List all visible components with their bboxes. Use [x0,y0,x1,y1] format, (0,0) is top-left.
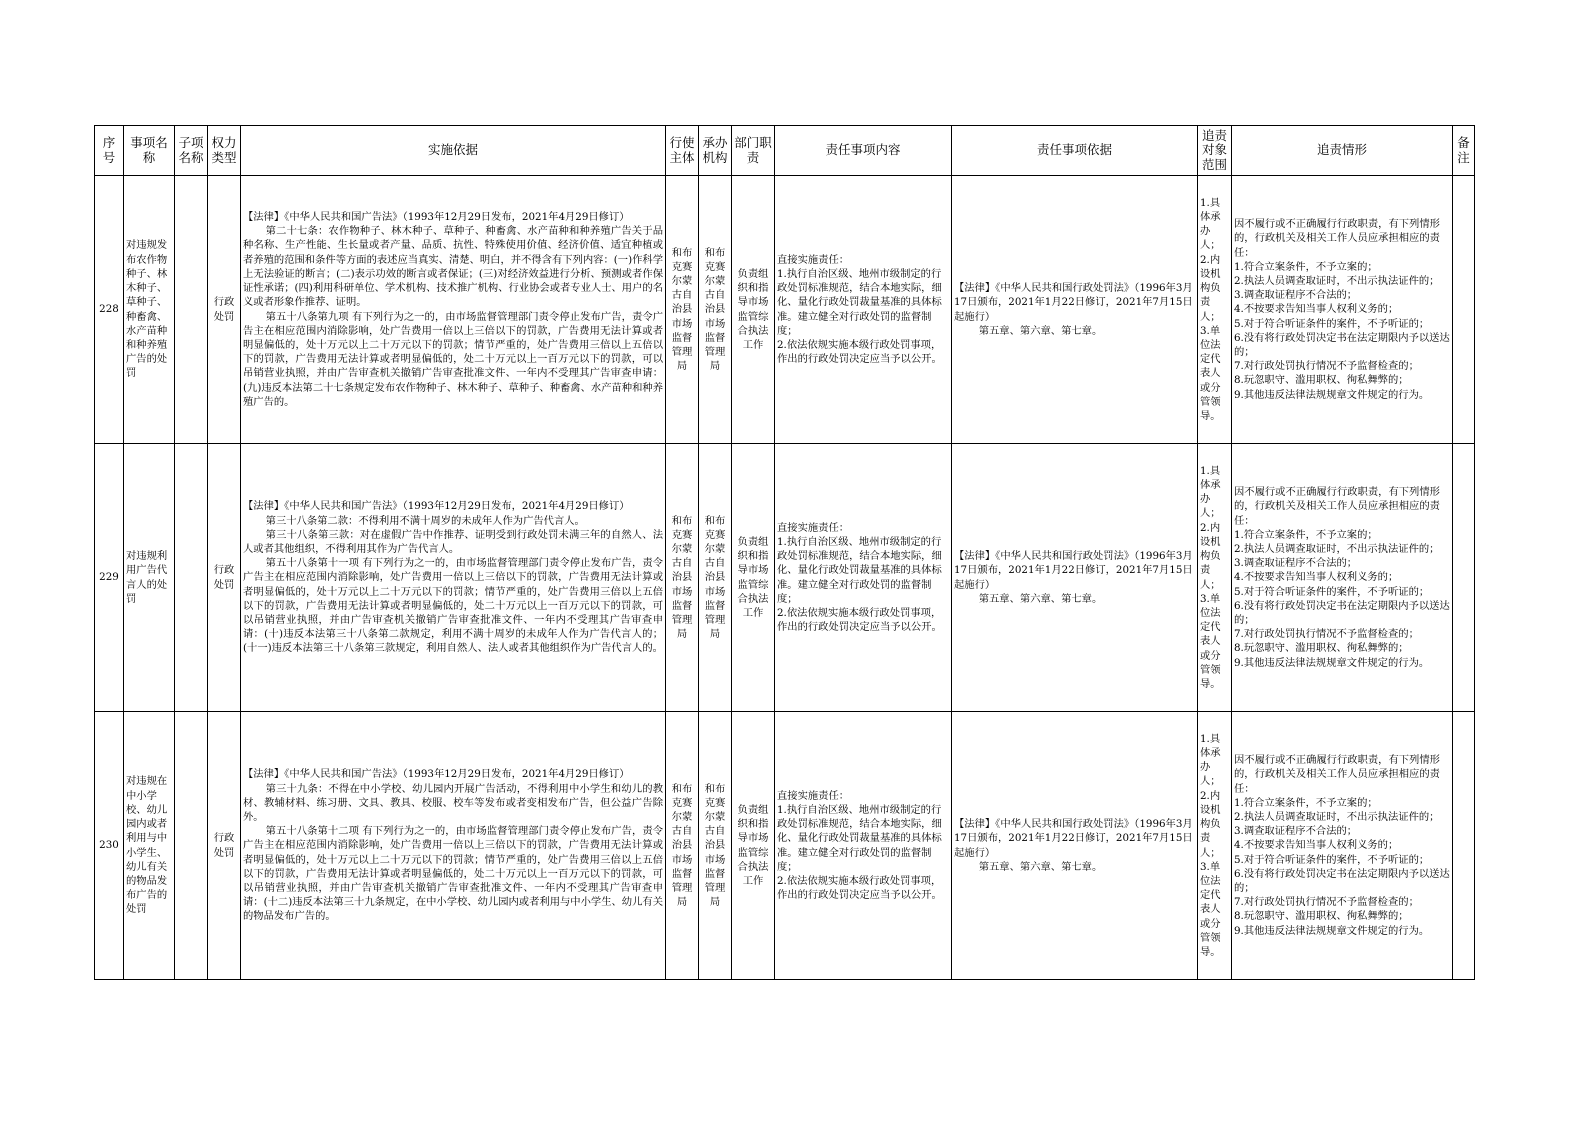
row-item-name: 对违规在中小学校、幼儿园内或者利用与中小学生、幼儿有关的物品发布广告的处罚 [124,712,175,980]
resp-line: 直接实施责任： [777,253,850,266]
header-basis: 实施依据 [241,126,666,176]
acc-line: 因不履行或不正确履行行政职责，有下列情形的，行政机关及相关工作人员应承担相应的责任： [1234,218,1440,259]
acc-line: 4.不按要求告知当事人权利义务的； [1234,839,1399,852]
header-item-name: 事项名称 [124,126,175,176]
row-basis [241,444,666,712]
basis-paragraph: 第三十八条第二款：不得利用不满十周岁的未成年人作为广告代言人。 [265,514,585,527]
acc-line: 5.对于符合听证条件的案件，不予听证的； [1234,585,1430,598]
acc-line: 1.符合立案条件，不予立案的； [1234,528,1378,541]
acc-line: 5.对于符合听证条件的案件，不予听证的； [1234,317,1430,330]
acc-line: 4.不按要求告知当事人权利义务的； [1234,571,1399,584]
resp-basis-line: 第五章、第六章、第七章。 [978,324,1103,337]
acc-line: 8.玩忽职守、滥用职权、徇私舞弊的； [1234,910,1409,923]
header-dept: 承办机构 [699,126,732,176]
acc-line: 2.执法人员调查取证时，不出示执法证件的； [1234,542,1440,555]
resp-line: 1.执行自治区级、地州市级制定的行政处罚标准规范，结合本地实际，细化、量化行政处罚裁量基准的具体标准。建立健全对行政处罚的监督制度； [777,267,942,337]
header-seq: 序号 [95,126,124,176]
acc-line: 7.对行政处罚执行情况不予监督检查的； [1234,360,1419,373]
acc-line: 7.对行政处罚执行情况不予监督检查的； [1234,896,1419,909]
resp-basis-line: 第五章、第六章、第七章。 [978,860,1103,873]
row-resp-basis [952,444,1198,712]
row-resp [775,176,952,444]
acc-line: 3.调查取证程序不合法的； [1234,557,1358,570]
power-list-table [94,125,1475,980]
basis-paragraph: 第五十八条第十一项 有下列行为之一的，由市场监督管理部门责令停止发布广告，责令广告主在相应范围内消除影响，处广告费用一倍以上三倍以下的罚款，广告费用无法计算或者明显偏低的，处十万元以上二十万元以下的罚款；情节严重的，处广告费用三倍以上五倍以下的罚款，广告费用无法计算或者明显偏低的，处二十万元以上一百万元以下的罚款，可以吊销营业执照，并由广告审查机关撤销广告审查批准文件、一年内不受理其广告审查申请：(十)违反本法第三十八条第二款规定，利用不满十周岁的未成年人作为广告代言人的；(十一)违反本法第三十八条第三款规定，利用自然人、法人或者其他组织作为广告代言人的。 [243,557,663,655]
resp-line: 2.依法依规实施本级行政处罚事项，作出的行政处罚决定应当予以公开。 [777,874,942,902]
row-sub-item [175,712,208,980]
resp-line: 直接实施责任： [777,521,850,534]
acc-line: 9.其他违反法律法规规章文件规定的行为。 [1234,656,1430,669]
header-note: 备注 [1453,126,1475,176]
basis-paragraph: 第五十八条第十二项 有下列行为之一的，由市场监督管理部门责令停止发布广告，责令广告主在相应范围内消除影响，处广告费用一倍以上三倍以下的罚款，广告费用无法计算或者明显偏低的，处十万元以上二十万元以下的罚款；情节严重的，处广告费用三倍以上五倍以下的罚款，广告费用无法计算或者明显偏低的，处二十万元以上一百万元以下的罚款，可以吊销营业执照，并由广告审查机关撤销广告审查批准文件、一年内不受理其广告审查申请：(十二)违反本法第三十九条规定，在中小学校、幼儿园内或者利用与中小学生、幼儿有关的物品发布广告的。 [243,825,663,923]
header-accountability: 追责情形 [1232,126,1453,176]
acc-line: 4.不按要求告知当事人权利义务的； [1234,303,1399,316]
row-scope: 1.具体承办人；2.内设机构负责人；3.单位法定代表人或分管领导。 [1198,712,1232,980]
resp-basis-line: 【法律】《中华人民共和国行政处罚法》（1996年3月17日颁布，2021年1月22日修订，2021年7月15日起施行） [954,818,1193,859]
header-duty: 部门职责 [732,126,775,176]
row-subject: 和布克赛尔蒙古自治县市场监督管理局 [666,176,699,444]
row-power-type: 行政处罚 [208,712,241,980]
row-duty: 负责组织和指导市场监管综合执法工作 [732,712,775,980]
header-scope: 追责对象范围 [1198,126,1232,176]
row-scope: 1.具体承办人；2.内设机构负责人；3.单位法定代表人或分管领导。 [1198,176,1232,444]
row-resp-basis [952,176,1198,444]
resp-basis-line: 【法律】《中华人民共和国行政处罚法》（1996年3月17日颁布，2021年1月22日修订，2021年7月15日起施行） [954,550,1193,591]
resp-basis-line: 【法律】《中华人民共和国行政处罚法》（1996年3月17日颁布，2021年1月22日修订，2021年7月15日起施行） [954,282,1193,323]
acc-line: 因不履行或不正确履行行政职责，有下列情形的，行政机关及相关工作人员应承担相应的责任： [1234,486,1440,527]
row-item-name: 对违规利用广告代言人的处罚 [124,444,175,712]
table-row [95,712,1475,980]
acc-line: 7.对行政处罚执行情况不予监督检查的； [1234,628,1419,641]
basis-paragraph: 第三十九条：不得在中小学校、幼儿园内开展广告活动，不得利用中小学生和幼儿的教材、教辅材料、练习册、文具、教具、校服、校车等发布或者变相发布广告，但公益广告除外。 [243,782,663,823]
row-note [1453,444,1475,712]
row-note [1453,712,1475,980]
row-power-type: 行政处罚 [208,444,241,712]
header-subject: 行使主体 [666,126,699,176]
header-power-type: 权力类型 [208,126,241,176]
row-seq: 229 [95,444,124,712]
row-dept: 和布克赛尔蒙古自治县市场监督管理局 [699,444,732,712]
table-row [95,444,1475,712]
acc-line: 8.玩忽职守、滥用职权、徇私舞弊的； [1234,642,1409,655]
basis-paragraph: 第五十八条第九项 有下列行为之一的，由市场监督管理部门责令停止发布广告，责令广告主在相应范围内消除影响，处广告费用一倍以上三倍以下的罚款，广告费用无法计算或者明显偏低的，处十万元以上二十万元以下的罚款；情节严重的，处广告费用三倍以上五倍以下的罚款，广告费用无法计算或者明显偏低的，处二十万元以上一百万元以下的罚款，可以吊销营业执照，并由广告审查机关撤销广告审查批准文件、一年内不受理其广告审查申请：(九)违反本法第二十七条规定发布农作物种子、林木种子、草种子、种畜禽、水产苗种和种养殖广告的。 [243,310,663,408]
resp-line: 2.依法依规实施本级行政处罚事项，作出的行政处罚决定应当予以公开。 [777,606,942,634]
row-dept: 和布克赛尔蒙古自治县市场监督管理局 [699,176,732,444]
acc-line: 9.其他违反法律法规规章文件规定的行为。 [1234,388,1430,401]
acc-line: 3.调查取证程序不合法的； [1234,289,1358,302]
acc-line: 5.对于符合听证条件的案件，不予听证的； [1234,853,1430,866]
basis-paragraph: 第三十八条第三款：对在虚假广告中作推荐、证明受到行政处罚未满三年的自然人、法人或者其他组织，不得利用其作为广告代言人。 [243,528,663,555]
row-power-type: 行政处罚 [208,176,241,444]
acc-line: 8.玩忽职守、滥用职权、徇私舞弊的； [1234,374,1409,387]
basis-paragraph: 【法律】《中华人民共和国广告法》（1993年12月29日发布，2021年4月29日修订） [243,211,630,224]
acc-line: 2.执法人员调查取证时，不出示执法证件的； [1234,810,1440,823]
acc-line: 3.调查取证程序不合法的； [1234,825,1358,838]
row-subject: 和布克赛尔蒙古自治县市场监督管理局 [666,712,699,980]
row-accountability [1232,712,1453,980]
row-note [1453,176,1475,444]
row-sub-item [175,176,208,444]
header-row [95,126,1475,176]
row-seq: 228 [95,176,124,444]
resp-line: 2.依法依规实施本级行政处罚事项，作出的行政处罚决定应当予以公开。 [777,338,942,366]
acc-line: 因不履行或不正确履行行政职责，有下列情形的，行政机关及相关工作人员应承担相应的责任： [1234,754,1440,795]
row-duty: 负责组织和指导市场监管综合执法工作 [732,444,775,712]
resp-line: 1.执行自治区级、地州市级制定的行政处罚标准规范，结合本地实际，细化、量化行政处罚裁量基准的具体标准。建立健全对行政处罚的监督制度； [777,535,942,605]
row-seq: 230 [95,712,124,980]
row-resp [775,444,952,712]
row-basis [241,176,666,444]
acc-line: 6.没有将行政处罚决定书在法定期限内予以送达的； [1234,331,1450,358]
row-item-name: 对违规发布农作物种子、林木种子、草种子、种畜禽、水产苗种和种养殖广告的处罚 [124,176,175,444]
acc-line: 6.没有将行政处罚决定书在法定期限内予以送达的； [1234,867,1450,894]
basis-paragraph: 第二十七条：农作物种子、林木种子、草种子、种畜禽、水产苗种和种养殖广告关于品种名称、生产性能、生长量或者产量、品质、抗性、特殊使用价值、经济价值、适宜种植或者养殖的范围和条件等方面的表述应当真实、清楚、明白，并不得含有下列内容：(一)作科学上无法验证的断言；(二)表示功效的断言或者保证；(三)对经济效益进行分析、预测或者作保证性承诺；(四)利用科研单位、学术机构、技术推广机构、行业协会或者专业人士、用户的名义或者形象作推荐、证明。 [243,225,663,309]
row-sub-item [175,444,208,712]
acc-line: 6.没有将行政处罚决定书在法定期限内予以送达的； [1234,599,1450,626]
row-scope: 1.具体承办人；2.内设机构负责人；3.单位法定代表人或分管领导。 [1198,444,1232,712]
resp-line: 1.执行自治区级、地州市级制定的行政处罚标准规范，结合本地实际，细化、量化行政处罚裁量基准的具体标准。建立健全对行政处罚的监督制度； [777,803,942,873]
basis-paragraph: 【法律】《中华人民共和国广告法》（1993年12月29日发布，2021年4月29日修订） [243,768,630,781]
acc-line: 2.执法人员调查取证时，不出示执法证件的； [1234,274,1440,287]
header-resp: 责任事项内容 [775,126,952,176]
row-accountability [1232,444,1453,712]
row-resp [775,712,952,980]
acc-line: 1.符合立案条件，不予立案的； [1234,260,1378,273]
acc-line: 9.其他违反法律法规规章文件规定的行为。 [1234,924,1430,937]
header-resp-basis: 责任事项依据 [952,126,1198,176]
row-subject: 和布克赛尔蒙古自治县市场监督管理局 [666,444,699,712]
row-dept: 和布克赛尔蒙古自治县市场监督管理局 [699,712,732,980]
header-sub-item: 子项名称 [175,126,208,176]
basis-paragraph: 【法律】《中华人民共和国广告法》（1993年12月29日发布，2021年4月29日修订） [243,500,630,513]
row-resp-basis [952,712,1198,980]
row-basis [241,712,666,980]
row-duty: 负责组织和指导市场监管综合执法工作 [732,176,775,444]
row-accountability [1232,176,1453,444]
acc-line: 1.符合立案条件，不予立案的； [1234,796,1378,809]
resp-line: 直接实施责任： [777,789,850,802]
table-row [95,176,1475,444]
resp-basis-line: 第五章、第六章、第七章。 [978,592,1103,605]
